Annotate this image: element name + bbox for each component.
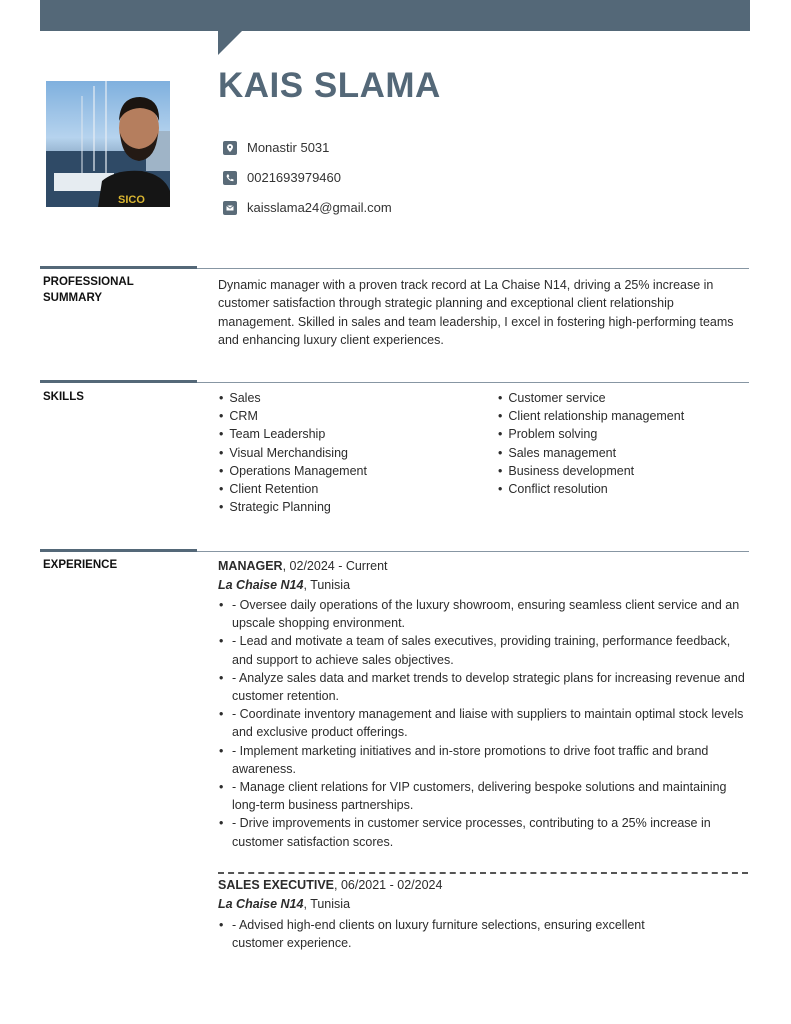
job-dates: , 06/2021 - 02/2024 — [334, 878, 443, 892]
summary-heading — [43, 274, 193, 306]
duty-item: • - Lead and motivate a team of sales executives, providing training, performance feedback, and support to achieve sales objectives. — [218, 632, 748, 668]
duty-item: • - Advised high-end clients on luxury furniture selections, ensuring excellent customer experience. — [218, 916, 698, 952]
skill-item: • Team Leadership — [219, 425, 367, 443]
contact-location — [223, 140, 329, 155]
experience-divider — [197, 551, 749, 552]
map-pin-icon — [223, 141, 237, 155]
duty-item: • - Coordinate inventory management and liaise with suppliers to maintain optimal stock levels and exclusive product offerings. — [218, 705, 748, 741]
email-icon — [223, 201, 237, 215]
skill-item: • Visual Merchandising — [219, 444, 367, 462]
job-company — [218, 897, 350, 911]
experience-heading: EXPERIENCE — [43, 559, 118, 571]
skill-item: • Operations Management — [219, 462, 367, 480]
skill-item: • Strategic Planning — [219, 498, 367, 516]
company-location: , Tunisia — [303, 578, 351, 592]
job-title — [218, 878, 442, 892]
duty-item: • - Drive improvements in customer service processes, contributing to a 25% increase in customer satisfaction scores. — [218, 814, 748, 850]
job-separator — [218, 872, 748, 874]
candidate-name: KAIS SLAMA — [218, 66, 441, 105]
header-bar — [40, 0, 750, 31]
summary-divider-accent — [40, 266, 197, 269]
summary-divider — [197, 268, 749, 269]
contact-email-text: kaisslama24@gmail.com — [247, 200, 392, 215]
header-notch — [218, 31, 242, 55]
skills-divider — [197, 382, 749, 383]
job-role: MANAGER — [218, 559, 283, 573]
skill-item: • Sales — [219, 389, 367, 407]
summary-heading-line1: PROFESSIONAL — [43, 276, 134, 288]
skills-list-right — [498, 389, 684, 498]
job-company — [218, 578, 350, 592]
skills-list-left — [219, 389, 367, 516]
contact-location-text: Monastir 5031 — [247, 140, 330, 155]
company-location: , Tunisia — [303, 897, 351, 911]
company-name: La Chaise N14 — [218, 897, 304, 911]
job-title — [218, 559, 388, 573]
skills-heading: SKILLS — [43, 391, 84, 403]
summary-text: Dynamic manager with a proven track record at La Chaise N14, driving a 25% increase in customer satisfaction through strategic planning and exceptional client relationship management. Skilled in sales and team leadership, I excel in fostering high-performing teams and enhancing luxury client experiences. — [218, 278, 734, 347]
duty-item: • - Analyze sales data and market trends to develop strategic plans for increasing revenue and customer retention. — [218, 669, 748, 705]
skill-item: • Sales management — [498, 444, 684, 462]
job-dates: , 02/2024 - Current — [282, 559, 388, 573]
duty-item: • - Manage client relations for VIP customers, delivering bespoke solutions and maintaining long-term business partnerships. — [218, 778, 748, 814]
duty-item: • - Implement marketing initiatives and in-store promotions to drive foot traffic and brand awareness. — [218, 742, 748, 778]
skill-item: • Business development — [498, 462, 684, 480]
skill-item: • Conflict resolution — [498, 480, 684, 498]
job-duties — [218, 916, 698, 952]
company-name: La Chaise N14 — [218, 578, 304, 592]
skill-item: • CRM — [219, 407, 367, 425]
contact-email — [223, 200, 392, 215]
contact-phone-text: 0021693979460 — [247, 170, 341, 185]
svg-text:SICO: SICO — [118, 194, 145, 206]
skill-item: • Customer service — [498, 389, 684, 407]
phone-icon — [223, 171, 237, 185]
skills-divider-accent — [40, 380, 197, 383]
skill-item: • Client relationship management — [498, 407, 684, 425]
skill-item: • Problem solving — [498, 425, 684, 443]
contact-phone — [223, 170, 341, 185]
profile-photo — [46, 81, 170, 207]
summary-heading-line2: SUMMARY — [43, 292, 102, 304]
job-duties — [218, 596, 748, 851]
duty-item: • - Oversee daily operations of the luxury showroom, ensuring seamless client service and an upscale shopping environment. — [218, 596, 748, 632]
job-role: SALES EXECUTIVE — [218, 878, 334, 892]
experience-divider-accent — [40, 549, 197, 552]
skill-item: • Client Retention — [219, 480, 367, 498]
